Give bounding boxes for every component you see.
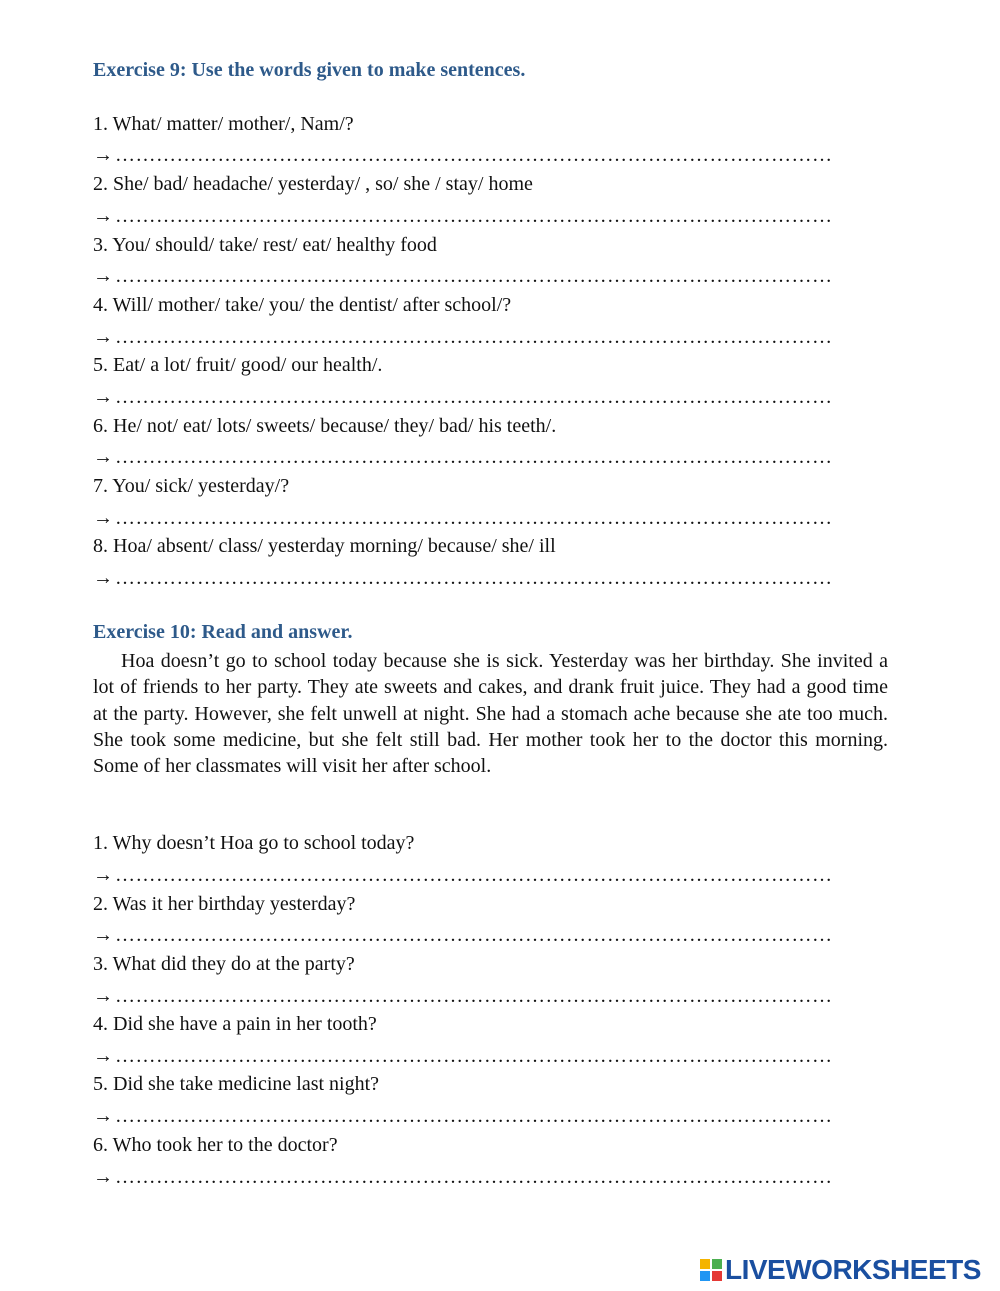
ex10-question-2: 2. Was it her birthday yesterday? [93,893,356,915]
ex9-answer-line-1[interactable] [93,143,867,167]
ex10-answer-line-5[interactable] [93,1104,867,1128]
ex9-answer-line-6[interactable] [93,445,867,469]
ex9-question-8: 8. Hoa/ absent/ class/ yesterday morning/ because/ she/ ill [93,535,556,557]
ex10-question-5: 5. Did she take medicine last night? [93,1073,380,1095]
answer-blank[interactable]: …………………………………………………………………………………………… [115,507,833,529]
answer-blank[interactable]: …………………………………………………………………………………………… [115,265,833,287]
answer-blank[interactable]: …………………………………………………………………………………………… [115,864,833,886]
arrow-icon: → [93,386,113,408]
ex9-answer-line-8[interactable] [93,566,867,590]
arrow-icon: → [93,1166,113,1188]
liveworksheets-logo [700,1254,981,1286]
logo-block [712,1259,722,1269]
ex9-answer-line-3[interactable] [93,264,867,288]
ex9-question-4: 4. Will/ mother/ take/ you/ the dentist/ after school/? [93,294,512,316]
logo-blocks-icon [700,1259,722,1281]
ex10-question-6: 6. Who took her to the doctor? [93,1134,338,1156]
ex10-answer-line-4[interactable] [93,1044,867,1068]
answer-blank[interactable]: …………………………………………………………………………………………… [115,924,833,946]
arrow-icon: → [93,507,113,529]
reading-passage: Hoa doesn’t go to school today because she is sick. Yesterday was her birthday. She invited a lot of friends to her party. They ate sweets and cakes, and drank fruit juice. They had a good time at the party. However, she felt unwell at night. She had a stomach ache because she ate too much. She took some medicine, but she felt still bad. Her mother took her to the doctor this morning. Some of her classmates will visit her after school. [93,650,888,778]
ex10-question-1: 1. Why doesn’t Hoa go to school today? [93,832,415,854]
answer-blank[interactable]: …………………………………………………………………………………………… [115,446,833,468]
exercise-9-title: Exercise 9: Use the words given to make sentences. [93,59,526,81]
arrow-icon: → [93,1045,113,1067]
answer-blank[interactable]: …………………………………………………………………………………………… [115,1166,833,1188]
ex10-question-3: 3. What did they do at the party? [93,953,355,975]
answer-blank[interactable]: …………………………………………………………………………………………… [115,386,833,408]
ex9-question-5: 5. Eat/ a lot/ fruit/ good/ our health/. [93,354,383,376]
answer-blank[interactable]: …………………………………………………………………………………………… [115,144,833,166]
answer-blank[interactable]: …………………………………………………………………………………………… [115,326,833,348]
ex9-answer-line-7[interactable] [93,506,867,530]
arrow-icon: → [93,1105,113,1127]
arrow-icon: → [93,985,113,1007]
ex9-question-1: 1. What/ matter/ mother/, Nam/? [93,113,354,135]
logo-block [700,1271,710,1281]
arrow-icon: → [93,265,113,287]
ex10-answer-line-3[interactable] [93,984,867,1008]
arrow-icon: → [93,144,113,166]
arrow-icon: → [93,446,113,468]
arrow-icon: → [93,326,113,348]
answer-blank[interactable]: …………………………………………………………………………………………… [115,205,833,227]
answer-blank[interactable]: …………………………………………………………………………………………… [115,1045,833,1067]
ex9-answer-line-4[interactable] [93,325,867,349]
answer-blank[interactable]: …………………………………………………………………………………………… [115,985,833,1007]
ex10-answer-line-1[interactable] [93,863,867,887]
arrow-icon: → [93,567,113,589]
ex9-answer-line-2[interactable] [93,204,867,228]
exercise-10-title: Exercise 10: Read and answer. [93,621,353,643]
ex9-question-6: 6. He/ not/ eat/ lots/ sweets/ because/ they/ bad/ his teeth/. [93,415,557,437]
ex9-question-2: 2. She/ bad/ headache/ yesterday/ , so/ she / stay/ home [93,173,533,195]
arrow-icon: → [93,924,113,946]
arrow-icon: → [93,864,113,886]
logo-text: LIVEWORKSHEETS [725,1254,981,1285]
ex10-answer-line-2[interactable] [93,923,867,947]
ex10-question-4: 4. Did she have a pain in her tooth? [93,1013,377,1035]
logo-block [712,1271,722,1281]
logo-block [700,1259,710,1269]
ex9-answer-line-5[interactable] [93,385,867,409]
answer-blank[interactable]: …………………………………………………………………………………………… [115,1105,833,1127]
arrow-icon: → [93,205,113,227]
ex9-question-3: 3. You/ should/ take/ rest/ eat/ healthy food [93,234,437,256]
answer-blank[interactable]: …………………………………………………………………………………………… [115,567,833,589]
ex9-question-7: 7. You/ sick/ yesterday/? [93,475,290,497]
ex10-answer-line-6[interactable] [93,1165,867,1189]
